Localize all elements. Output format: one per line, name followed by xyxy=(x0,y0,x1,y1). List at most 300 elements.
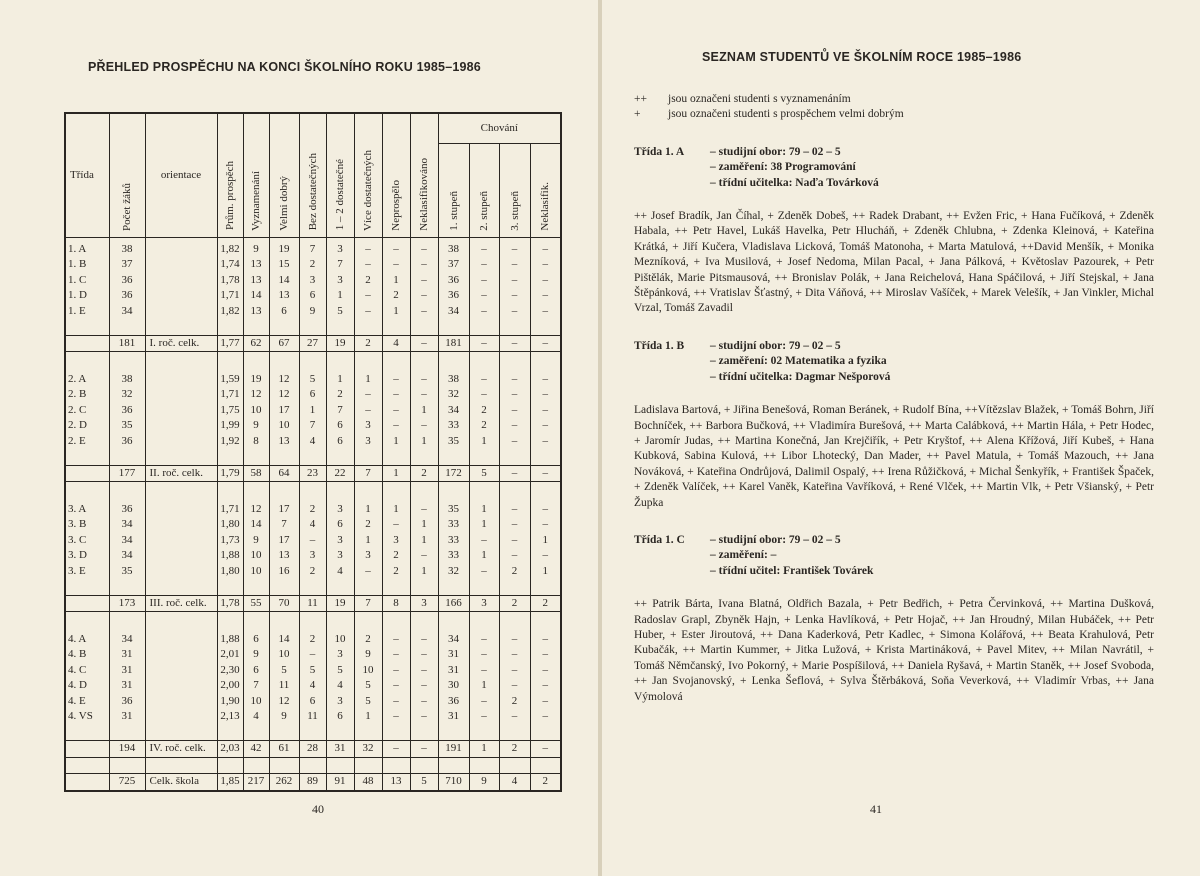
table-cell: 7 xyxy=(354,465,382,482)
table-cell: – xyxy=(499,288,530,304)
spacer-cell xyxy=(499,612,530,628)
spacer-cell xyxy=(65,757,109,774)
spacer-cell xyxy=(354,482,382,498)
table-cell: 5 xyxy=(326,304,354,320)
grades-table xyxy=(64,112,562,792)
table-cell: 5 xyxy=(299,368,326,388)
spacer-cell xyxy=(217,482,243,498)
spacer-cell xyxy=(217,319,243,335)
table-cell: – xyxy=(410,498,438,518)
spacer-cell xyxy=(382,449,410,465)
table-cell: 36 xyxy=(109,498,145,518)
spacer-cell xyxy=(326,757,354,774)
table-cell: 1,92 xyxy=(217,434,243,450)
spacer-cell xyxy=(217,449,243,465)
table-cell: 2 xyxy=(354,517,382,533)
spacer-cell xyxy=(410,352,438,368)
table-cell: – xyxy=(499,465,530,482)
table-row xyxy=(65,548,561,564)
table-cell: – xyxy=(530,387,561,403)
table-cell: 10 xyxy=(269,647,299,663)
table-cell: 27 xyxy=(299,335,326,352)
table-cell: – xyxy=(469,564,499,580)
table-cell: 9 xyxy=(243,237,269,257)
class-obor: – studijní obor: 79 – 02 – 5 xyxy=(710,533,841,546)
table-cell: – xyxy=(299,647,326,663)
table-cell: IV. roč. celk. xyxy=(145,741,217,758)
table-cell: – xyxy=(499,647,530,663)
spacer-cell xyxy=(299,579,326,595)
spacer-cell xyxy=(326,612,354,628)
table-row xyxy=(65,403,561,419)
table-cell: 6 xyxy=(326,517,354,533)
spacer-cell xyxy=(299,449,326,465)
table-cell: – xyxy=(530,434,561,450)
spacer-cell xyxy=(109,612,145,628)
spacer-cell xyxy=(382,725,410,741)
table-cell: – xyxy=(354,564,382,580)
spacer-cell xyxy=(65,579,109,595)
class-obor: – studijní obor: 79 – 02 – 5 xyxy=(710,339,841,352)
table-cell: 14 xyxy=(269,628,299,648)
spacer-cell xyxy=(145,482,217,498)
table-cell: 6 xyxy=(269,304,299,320)
table-cell: 3 xyxy=(326,694,354,710)
table-cell: 62 xyxy=(243,335,269,352)
table-cell: 28 xyxy=(299,741,326,758)
table-cell: – xyxy=(382,663,410,679)
table-cell: 1,99 xyxy=(217,418,243,434)
table-cell: – xyxy=(499,533,530,549)
spacer-cell xyxy=(438,449,469,465)
header-prumer: Prům. prospěch xyxy=(217,113,243,237)
table-cell: 38 xyxy=(109,368,145,388)
table-cell: Celk. škola xyxy=(145,774,217,791)
table-cell: 6 xyxy=(326,434,354,450)
table-cell: 19 xyxy=(326,595,354,612)
spacer-cell xyxy=(469,612,499,628)
table-cell: – xyxy=(530,368,561,388)
table-cell xyxy=(145,288,217,304)
table-cell: 2 xyxy=(469,418,499,434)
table-cell: 191 xyxy=(438,741,469,758)
table-cell: 36 xyxy=(438,273,469,289)
table-cell: 33 xyxy=(438,533,469,549)
table-cell: – xyxy=(469,304,499,320)
spacer-cell xyxy=(382,612,410,628)
table-cell: 2 xyxy=(499,694,530,710)
table-cell: 13 xyxy=(269,434,299,450)
table-cell: 2 xyxy=(382,288,410,304)
table-cell: 7 xyxy=(326,403,354,419)
spacer-cell xyxy=(438,579,469,595)
header-orientace: orientace xyxy=(145,113,217,237)
table-cell: 19 xyxy=(326,335,354,352)
table-cell: 2. D xyxy=(65,418,109,434)
spacer-cell xyxy=(217,352,243,368)
table-cell: – xyxy=(382,387,410,403)
table-cell: 31 xyxy=(438,663,469,679)
table-cell: 1,77 xyxy=(217,335,243,352)
table-cell: 1 xyxy=(469,678,499,694)
table-cell: – xyxy=(499,709,530,725)
table-cell: 2 xyxy=(326,387,354,403)
table-row xyxy=(65,628,561,648)
table-cell: 1,82 xyxy=(217,304,243,320)
table-cell: 2,03 xyxy=(217,741,243,758)
table-cell: 1,85 xyxy=(217,774,243,791)
table-cell: – xyxy=(382,403,410,419)
table-cell: – xyxy=(354,257,382,273)
table-cell: – xyxy=(410,709,438,725)
table-cell: 1 xyxy=(410,517,438,533)
table-cell: 1 xyxy=(354,709,382,725)
table-cell xyxy=(145,709,217,725)
table-cell: 1,59 xyxy=(217,368,243,388)
table-cell: 11 xyxy=(299,595,326,612)
table-cell: – xyxy=(499,678,530,694)
table-cell: 4 xyxy=(299,678,326,694)
table-cell: 36 xyxy=(438,694,469,710)
table-cell: 7 xyxy=(269,517,299,533)
table-cell: 194 xyxy=(109,741,145,758)
table-cell: 34 xyxy=(438,403,469,419)
table-cell: 17 xyxy=(269,533,299,549)
table-cell: 1. A xyxy=(65,237,109,257)
spacer-cell xyxy=(438,725,469,741)
table-cell: 31 xyxy=(438,709,469,725)
table-cell: 58 xyxy=(243,465,269,482)
table-cell: 3. E xyxy=(65,564,109,580)
class-header xyxy=(634,339,1154,385)
table-cell: 55 xyxy=(243,595,269,612)
table-cell: 19 xyxy=(243,368,269,388)
class-teacher: – třídní učitel: František Továrek xyxy=(710,564,874,577)
table-cell: 17 xyxy=(269,403,299,419)
table-cell: 2 xyxy=(499,595,530,612)
table-cell xyxy=(65,774,109,791)
spacer-cell xyxy=(438,319,469,335)
table-cell: 31 xyxy=(109,678,145,694)
table-cell: 33 xyxy=(438,548,469,564)
table-cell: 1 xyxy=(382,273,410,289)
table-spacer xyxy=(65,612,561,628)
table-cell: 31 xyxy=(109,647,145,663)
table-cell: – xyxy=(469,288,499,304)
table-cell xyxy=(145,533,217,549)
spacer-cell xyxy=(530,612,561,628)
table-cell: 32 xyxy=(438,564,469,580)
table-cell: 70 xyxy=(269,595,299,612)
spacer-cell xyxy=(145,612,217,628)
table-spacer xyxy=(65,482,561,498)
table-cell: 38 xyxy=(438,237,469,257)
table-cell xyxy=(145,564,217,580)
spacer-cell xyxy=(65,612,109,628)
table-cell: 4. VS xyxy=(65,709,109,725)
table-cell: 1 xyxy=(530,564,561,580)
spacer-cell xyxy=(499,352,530,368)
spacer-cell xyxy=(354,579,382,595)
table-cell: 13 xyxy=(243,304,269,320)
table-cell: – xyxy=(499,403,530,419)
spacer-cell xyxy=(499,579,530,595)
class-zamereni: – zaměření: – xyxy=(710,549,777,562)
table-cell xyxy=(145,663,217,679)
table-cell: 725 xyxy=(109,774,145,791)
table-cell: 10 xyxy=(243,694,269,710)
spacer-cell xyxy=(530,449,561,465)
table-cell: 1 xyxy=(410,434,438,450)
table-cell: 1 xyxy=(354,498,382,518)
table-cell: 4 xyxy=(499,774,530,791)
spacer-cell xyxy=(269,482,299,498)
table-cell: – xyxy=(410,368,438,388)
spacer-cell xyxy=(109,352,145,368)
table-cell: 5 xyxy=(354,678,382,694)
table-cell: 12 xyxy=(269,387,299,403)
table-cell: – xyxy=(530,273,561,289)
table-cell: 2. A xyxy=(65,368,109,388)
spacer-cell xyxy=(382,579,410,595)
spacer-cell xyxy=(469,319,499,335)
table-body xyxy=(65,237,561,791)
table-cell: 2. B xyxy=(65,387,109,403)
table-cell: 9 xyxy=(269,709,299,725)
table-cell: 10 xyxy=(326,628,354,648)
table-cell: 37 xyxy=(109,257,145,273)
table-cell xyxy=(145,434,217,450)
table-header xyxy=(65,113,561,237)
table-cell: 2 xyxy=(382,548,410,564)
table-cell: 1 xyxy=(530,533,561,549)
table-cell: III. roč. celk. xyxy=(145,595,217,612)
spacer-cell xyxy=(499,757,530,774)
table-cell: 34 xyxy=(109,548,145,564)
table-cell: – xyxy=(499,237,530,257)
table-cell: 2 xyxy=(299,628,326,648)
spacer-cell xyxy=(145,319,217,335)
spacer-cell xyxy=(530,352,561,368)
table-cell: 12 xyxy=(269,694,299,710)
table-cell: 1 xyxy=(299,403,326,419)
table-cell: – xyxy=(382,709,410,725)
table-cell: 10 xyxy=(243,564,269,580)
table-cell: 42 xyxy=(243,741,269,758)
table-cell: 3 xyxy=(299,273,326,289)
table-cell: 2 xyxy=(499,741,530,758)
table-row xyxy=(65,434,561,450)
table-cell: 7 xyxy=(243,678,269,694)
spacer-cell xyxy=(243,482,269,498)
spacer-cell xyxy=(109,725,145,741)
table-cell xyxy=(145,694,217,710)
table-cell: 2 xyxy=(299,257,326,273)
table-cell: 9 xyxy=(299,304,326,320)
table-cell: 34 xyxy=(109,304,145,320)
table-cell: 6 xyxy=(299,694,326,710)
class-students: ++ Patrik Bárta, Ivana Blatná, Oldřich Bazala, + Petr Bedřich, + Petra Červinková, ++ Martina Dušková, Radoslav Grapl, Zbyněk Hajn, + Lenka Havlíková, + Petr Hojač, ++ Jan Hroudný, Milan Hubáček, ++ Petr Huber, + Ester Jiroutová, ++ Dana Kaderková, Petr Kadlec, + Simona Kolářová, ++ Beata Krahulová, Petr Kubačák, ++ Martin Kummer, + Jitka Lužová, + Krista Martináková, + Pavel Mitev, ++ Milan Navrátil, + Tomáš Němčanský, Ivo Pokorný, + Marie Pospíšilová, ++ Daniela Ryšavá, + Martin Staněk, ++ Josef Svoboda, ++ Jan Svojanovský, + Lenka Šeflová, + Sylva Štěrbáková, Soňa Veverková, ++ Vladimír Vrbas, ++ Jana Výmolová xyxy=(634,598,1154,703)
table-cell: 36 xyxy=(109,694,145,710)
table-cell: 61 xyxy=(269,741,299,758)
table-cell: 2 xyxy=(410,465,438,482)
summary-row xyxy=(65,741,561,758)
table-cell: – xyxy=(469,273,499,289)
table-cell: 34 xyxy=(109,533,145,549)
table-cell: 1 xyxy=(410,564,438,580)
table-row xyxy=(65,368,561,388)
spacer-cell xyxy=(217,725,243,741)
spacer-cell xyxy=(65,319,109,335)
spacer-cell xyxy=(299,319,326,335)
table-cell: 22 xyxy=(326,465,354,482)
table-cell: 3 xyxy=(354,418,382,434)
table-cell: 36 xyxy=(109,434,145,450)
table-row xyxy=(65,694,561,710)
table-cell: 32 xyxy=(438,387,469,403)
table-cell: 9 xyxy=(243,418,269,434)
table-cell: 35 xyxy=(438,434,469,450)
class-header xyxy=(634,533,1154,579)
table-cell: 6 xyxy=(243,663,269,679)
spacer-cell xyxy=(469,757,499,774)
table-cell: – xyxy=(530,517,561,533)
table-cell: 2. C xyxy=(65,403,109,419)
table-cell: 262 xyxy=(269,774,299,791)
table-cell: 3. C xyxy=(65,533,109,549)
table-cell: II. roč. celk. xyxy=(145,465,217,482)
spacer-cell xyxy=(217,612,243,628)
table-cell: 3 xyxy=(299,548,326,564)
header-chovani-2: 2. stupeň xyxy=(469,143,499,237)
table-cell: – xyxy=(469,237,499,257)
table-cell: 19 xyxy=(269,237,299,257)
spacer-cell xyxy=(499,449,530,465)
spacer-cell xyxy=(469,352,499,368)
table-cell: 7 xyxy=(299,418,326,434)
table-cell: 8 xyxy=(382,595,410,612)
table-cell: – xyxy=(530,288,561,304)
table-cell xyxy=(145,237,217,257)
table-cell: 1,74 xyxy=(217,257,243,273)
spacer-cell xyxy=(326,449,354,465)
table-cell: – xyxy=(410,418,438,434)
table-cell: – xyxy=(469,709,499,725)
table-cell: – xyxy=(382,647,410,663)
header-velmi-dobry: Velmi dobrý xyxy=(269,113,299,237)
table-cell: 36 xyxy=(109,403,145,419)
table-cell: – xyxy=(469,335,499,352)
spacer-cell xyxy=(326,482,354,498)
table-cell: – xyxy=(499,304,530,320)
class-name: Třída 1. B xyxy=(634,339,685,352)
spacer-cell xyxy=(410,757,438,774)
table-cell: 1. D xyxy=(65,288,109,304)
table-cell xyxy=(145,304,217,320)
right-page xyxy=(602,0,1200,876)
table-cell: 5 xyxy=(410,774,438,791)
spacer-cell xyxy=(299,352,326,368)
left-page xyxy=(0,0,598,876)
table-cell: 2,01 xyxy=(217,647,243,663)
class-students: Ladislava Bartová, + Jiřina Benešová, Roman Beránek, + Rudolf Bína, ++Vítězslav Blažek, + Tomáš Bohrn, Jiří Bochníček, ++ Barbora Bučková, ++ Vladimíra Burešová, ++ Marta Calábková, ++ Martin Hála, + Petr Hodec, + Jaromír Judas, ++ Martina Konečná, Jan Krejčiřík, + Petr Kryštof, ++ Alena Křížová, Jiří Kubeš, + Hana Kubková, Sabina Kulová, ++ Libor Lhotecký, Dan Mader, ++ Pavel Matula, + Tomáš Mazouch, ++ Jana Nováková, + Kateřina Ondrůjová, Dalimil Ospalý, ++ Irena Růžičková, + Michal Šenkyřík, + František Špaček, + Zdeněk Valíček, ++ Karel Vaněk, Kateřina Vavříková, + René Vlček, ++ Martin Vlk, + Petr Všianský, + Petr Župka xyxy=(634,404,1154,509)
table-cell: – xyxy=(530,498,561,518)
summary-row xyxy=(65,595,561,612)
table-cell: 3 xyxy=(326,498,354,518)
spacer-cell xyxy=(499,319,530,335)
table-cell xyxy=(65,335,109,352)
table-cell: 2 xyxy=(499,564,530,580)
table-cell: 4 xyxy=(243,709,269,725)
table-cell: – xyxy=(354,288,382,304)
header-bez-dostatecnych: Bez dostatečných xyxy=(299,113,326,237)
class-name: Třída 1. A xyxy=(634,145,685,158)
spacer-cell xyxy=(410,725,438,741)
table-cell xyxy=(145,678,217,694)
table-cell: – xyxy=(410,237,438,257)
spacer-cell xyxy=(530,725,561,741)
spacer-cell xyxy=(243,352,269,368)
table-cell: 23 xyxy=(299,465,326,482)
table-cell: 2 xyxy=(354,273,382,289)
class-obor: – studijní obor: 79 – 02 – 5 xyxy=(710,145,841,158)
table-cell: – xyxy=(530,548,561,564)
table-cell: – xyxy=(410,288,438,304)
table-cell: 1 xyxy=(382,465,410,482)
spacer-cell xyxy=(410,319,438,335)
table-cell: 1 xyxy=(354,368,382,388)
table-cell: 7 xyxy=(354,595,382,612)
table-spacer xyxy=(65,579,561,595)
table-cell: – xyxy=(499,368,530,388)
table-cell: 1. C xyxy=(65,273,109,289)
spacer-cell xyxy=(354,612,382,628)
table-cell: 3. D xyxy=(65,548,109,564)
table-cell: – xyxy=(410,647,438,663)
table-cell: – xyxy=(469,647,499,663)
table-cell: – xyxy=(469,387,499,403)
table-cell: 3 xyxy=(326,237,354,257)
table-cell: 1,71 xyxy=(217,387,243,403)
spacer-cell xyxy=(354,725,382,741)
table-cell: – xyxy=(499,517,530,533)
table-cell: 31 xyxy=(438,647,469,663)
table-cell: – xyxy=(530,237,561,257)
table-cell: 1,80 xyxy=(217,517,243,533)
spacer-cell xyxy=(65,482,109,498)
table-cell: 10 xyxy=(354,663,382,679)
table-cell: – xyxy=(354,403,382,419)
table-cell xyxy=(145,387,217,403)
table-spacer xyxy=(65,725,561,741)
spacer-cell xyxy=(382,482,410,498)
table-cell: – xyxy=(410,678,438,694)
table-cell: 2 xyxy=(382,564,410,580)
table-cell xyxy=(145,548,217,564)
table-cell: – xyxy=(530,741,561,758)
table-cell: – xyxy=(530,678,561,694)
table-cell: 5 xyxy=(269,663,299,679)
table-spacer xyxy=(65,319,561,335)
spacer-cell xyxy=(145,757,217,774)
left-page-title: PŘEHLED PROSPĚCHU NA KONCI ŠKOLNÍHO ROKU 1985–1986 xyxy=(88,60,481,74)
table-cell: 1 xyxy=(326,368,354,388)
table-cell: 37 xyxy=(438,257,469,273)
table-cell: 15 xyxy=(269,257,299,273)
table-cell: 38 xyxy=(438,368,469,388)
table-cell: – xyxy=(410,273,438,289)
header-trida: Třída xyxy=(65,113,109,237)
